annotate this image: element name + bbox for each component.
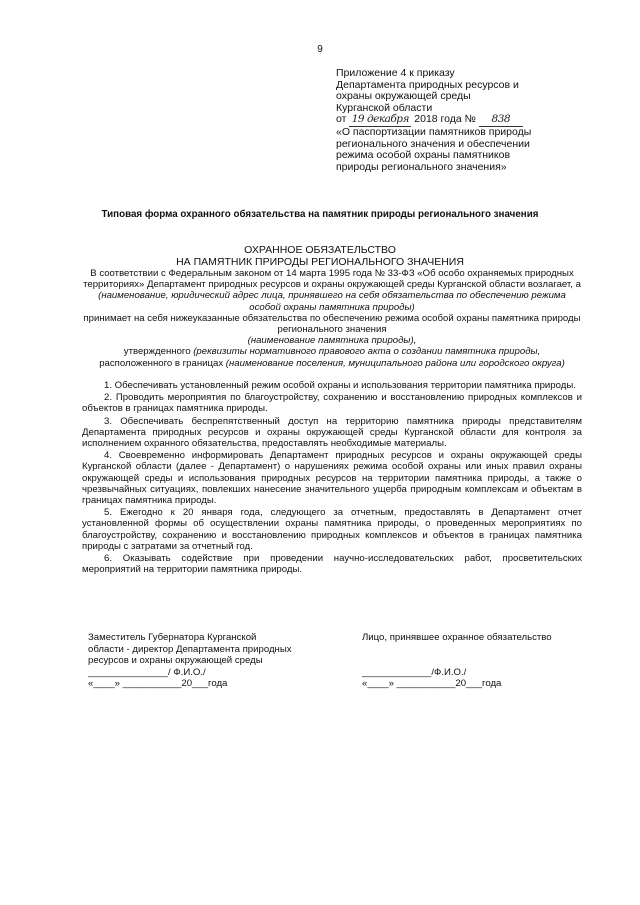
intro-text: расположенного в границах bbox=[99, 357, 224, 369]
intro-section bbox=[82, 268, 582, 369]
appendix-line: «О паспортизации памятников природы bbox=[336, 125, 532, 138]
intro-text: В соответствии с Федеральным законом от 14 марта 1995 года № 33-ФЗ «Об особо охраняемых природных территориях» Департамент природных ресурсов и охраны окружающей среды Курганской области возлагает, а bbox=[83, 268, 581, 291]
appendix-line: регионального значения и обеспечении bbox=[336, 137, 530, 150]
obligation-item: 1. Обеспечивать установленный режим особой охраны и использования территории памятника природы. bbox=[104, 380, 576, 391]
appendix-line: Приложение 4 к приказу bbox=[336, 67, 455, 79]
obligation-item: 4. Своевременно информировать Департамент природных ресурсов и охраны окружающей среды Курганской области (далее - Департамент) о нарушениях режима особой охраны или иных правил охраны окружающей среды и использования природных ресурсов на территории памятника природы, а также о чрезвычайных ситуациях, повлекших нанесение значительного ущерба природным комплексам и объектам в границах памятника природы. bbox=[82, 450, 582, 507]
signature-fio: _______________/ Ф.И.О./ bbox=[88, 666, 206, 678]
handwritten-number: 838 bbox=[479, 114, 523, 127]
intro-paragraph bbox=[82, 268, 582, 313]
appendix-line: охраны окружающей среды bbox=[336, 90, 471, 103]
intro-text: утвержденного bbox=[123, 346, 191, 358]
appendix-line: Департамента природных ресурсов и bbox=[336, 78, 519, 91]
obligations-list bbox=[82, 380, 582, 575]
document-title-line: ОХРАННОЕ ОБЯЗАТЕЛЬСТВО bbox=[244, 244, 396, 256]
handwritten-date: 19 декабря bbox=[349, 114, 411, 127]
document-title bbox=[0, 245, 640, 268]
page-number: 9 bbox=[317, 44, 323, 55]
intro-placeholder: (реквизиты нормативного правового акта о создании памятника природы, bbox=[193, 346, 541, 358]
signature-line: Лицо, принявшее охранное обязательство bbox=[362, 632, 552, 643]
form-title: Типовая форма охранного обязательства на памятник природы регионального значения bbox=[101, 209, 539, 220]
appendix-header bbox=[336, 68, 586, 173]
signature-date: «____» ___________20___года bbox=[362, 678, 502, 690]
intro-paragraph bbox=[82, 358, 582, 369]
date-prefix: от bbox=[336, 113, 347, 126]
appendix-line: Курганской области bbox=[336, 101, 433, 114]
appendix-line: природы регионального значения» bbox=[336, 160, 507, 173]
intro-placeholder: (наименование памятника природы), bbox=[247, 335, 417, 347]
signature-fio: _____________/Ф.И.О./ bbox=[362, 666, 467, 678]
obligation-item: 6. Оказывать содействие при проведении научно-исследовательских работ, просветительских мероприятий на территории памятника природы. bbox=[82, 553, 582, 576]
signature-block-left bbox=[88, 632, 348, 690]
intro-paragraph: принимает на себя нижеуказанные обязательства по обеспечению режима особой охраны памятника природы регионального значения bbox=[83, 312, 581, 336]
signature-block-right bbox=[362, 632, 612, 690]
obligation-item: 5. Ежегодно к 20 января года, следующего за отчетным, предоставлять в Департамент отчет установленной формы об осуществлении охраны памятника природы, о проведенных мероприятиях по благоустройству, сохранению и восстановлению природных комплексов и объектов в границах памятника природы с затратами за отчетный год. bbox=[82, 507, 582, 552]
signature-line: ресурсов и охраны окружающей среды bbox=[88, 655, 263, 667]
intro-placeholder: (наименование, юридический адрес лица, принявшего на себя обязательства по обеспечению режима особой охраны памятника природы) bbox=[98, 290, 566, 313]
signature-date: «____» ___________20___года bbox=[88, 678, 228, 690]
obligation-item: 2. Проводить мероприятия по благоустройству, сохранению и восстановлению природных комплексов и объектов в границах памятника природы. bbox=[82, 392, 582, 415]
signature-line: Заместитель Губернатора Курганской bbox=[88, 632, 257, 643]
appendix-line: режима особой охраны памятников bbox=[336, 149, 511, 162]
intro-placeholder: (наименование поселения, муниципального района или городского округа) bbox=[225, 357, 565, 369]
document-title-line: НА ПАМЯТНИК ПРИРОДЫ РЕГИОНАЛЬНОГО ЗНАЧЕНИЯ bbox=[176, 255, 464, 268]
date-year: 2018 года № bbox=[414, 113, 476, 126]
obligation-item: 3. Обеспечивать беспрепятственный доступ на территорию памятника природы представителям Департамента природных ресурсов и охраны окружающей среды Курганской области для контроля за исполнением охранного обязательства, предоставлять необходимые материалы. bbox=[82, 415, 582, 450]
intro-paragraph bbox=[82, 346, 582, 357]
signature-line: области - директор Департамента природных bbox=[88, 643, 292, 655]
